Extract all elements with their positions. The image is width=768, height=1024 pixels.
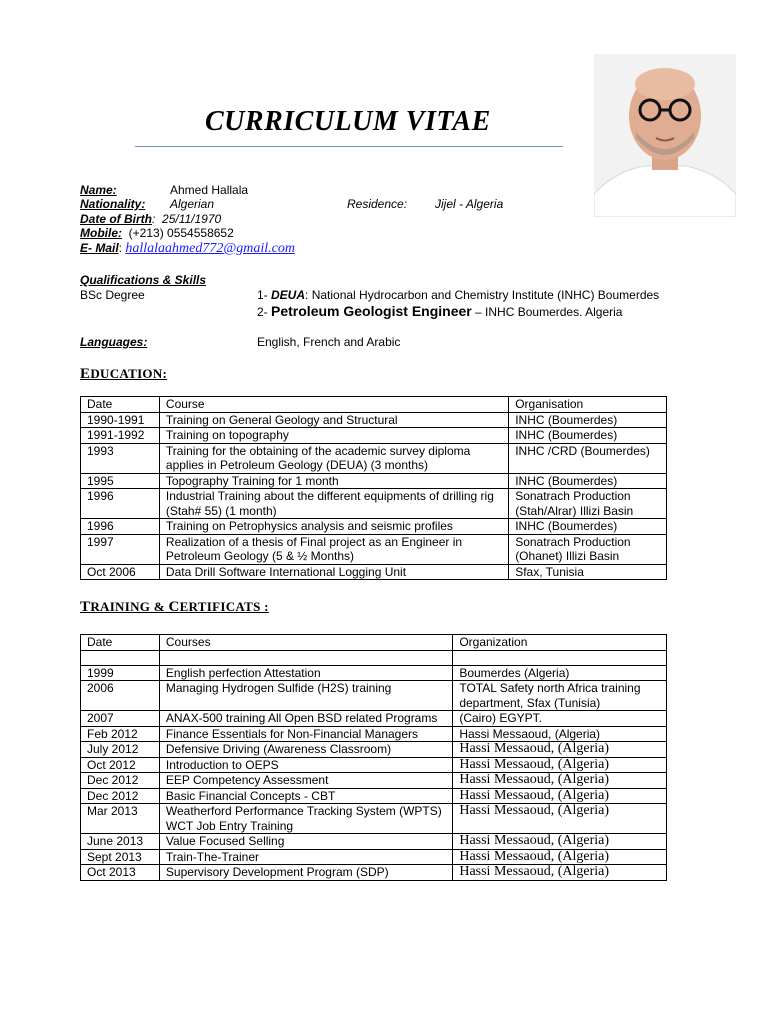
table-row — [81, 519, 667, 535]
table-row — [81, 534, 667, 564]
table-cell: 1993 — [81, 443, 160, 473]
training-heading: TRAINING & CERTIFICATS : — [80, 599, 269, 615]
table-header-cell: Organization — [453, 635, 667, 651]
mobile-row — [80, 226, 234, 240]
table-row — [81, 412, 667, 428]
table-row — [81, 564, 667, 580]
table-cell: 1990-1991 — [81, 412, 160, 428]
table-row — [81, 834, 667, 850]
table-cell: INHC (Boumerdes) — [509, 428, 667, 444]
table-cell: Dec 2012 — [81, 788, 160, 804]
table-cell: English perfection Attestation — [159, 665, 452, 681]
table-cell: INHC /CRD (Boumerdes) — [509, 443, 667, 473]
table-row — [81, 428, 667, 444]
nationality-label: Nationality: — [80, 197, 146, 211]
table-cell — [453, 650, 667, 665]
table-row — [81, 849, 667, 865]
table-cell: ANAX-500 training All Open BSD related Programs — [159, 711, 452, 727]
table-cell: Basic Financial Concepts - CBT — [159, 788, 452, 804]
table-row — [81, 489, 667, 519]
table-cell: 1999 — [81, 665, 160, 681]
table-cell — [81, 650, 160, 665]
table-cell: Training on Petrophysics analysis and seismic profiles — [159, 519, 508, 535]
table-cell: Topography Training for 1 month — [159, 473, 508, 489]
table-cell: (Cairo) EGYPT. — [453, 711, 667, 727]
education-table — [80, 396, 667, 580]
name-row — [80, 183, 117, 197]
table-header-cell: Date — [81, 397, 160, 413]
profile-photo — [594, 54, 736, 217]
table-cell: Training on General Geology and Structural — [159, 412, 508, 428]
languages-label-wrap — [80, 335, 147, 349]
table-cell: Industrial Training about the different equipments of drilling rig (Stah# 55) (1 month) — [159, 489, 508, 519]
qualification-item-2: 2- Petroleum Geologist Engineer – INHC Boumerdes. Algeria — [257, 303, 623, 319]
table-row — [81, 726, 667, 742]
table-header-row — [81, 635, 667, 651]
table-cell: TOTAL Safety north Africa training department, Sfax (Tunisia) — [453, 681, 667, 711]
table-cell — [159, 650, 452, 665]
residence-value: Jijel - Algeria — [435, 197, 504, 211]
table-row — [81, 650, 667, 665]
table-row — [81, 473, 667, 489]
mobile-value: (+213) 0554558652 — [128, 226, 234, 240]
table-cell: Sept 2013 — [81, 849, 160, 865]
table-row — [81, 804, 667, 834]
table-row — [81, 711, 667, 727]
table-cell: 1997 — [81, 534, 160, 564]
table-cell: Value Focused Selling — [159, 834, 452, 850]
table-cell: Hassi Messaoud, (Algeria) — [453, 726, 667, 742]
table-cell: INHC (Boumerdes) — [509, 519, 667, 535]
nationality-value: Algerian — [170, 197, 215, 211]
table-cell: Boumerdes (Algeria) — [453, 665, 667, 681]
table-cell: Managing Hydrogen Sulfide (H2S) training — [159, 681, 452, 711]
table-cell: Training on topography — [159, 428, 508, 444]
table-header-cell: Course — [159, 397, 508, 413]
table-cell: Introduction to OEPS — [159, 757, 452, 773]
email-link[interactable]: hallalaahmed772@gmail.com — [125, 241, 295, 256]
qualifications-heading: Qualifications & Skills — [80, 273, 207, 287]
table-cell: Oct 2013 — [81, 865, 160, 881]
email-label: E- Mail — [80, 241, 119, 255]
mobile-label: Mobile: — [80, 226, 122, 240]
email-row: E- Mail: hallalaahmed772@gmail.com — [80, 241, 295, 256]
table-row — [81, 443, 667, 473]
table-cell: 1991-1992 — [81, 428, 160, 444]
table-cell: July 2012 — [81, 742, 160, 758]
table-cell: Supervisory Development Program (SDP) — [159, 865, 452, 881]
table-row — [81, 665, 667, 681]
cv-title: CURRICULUM VITAE — [205, 106, 491, 137]
table-row — [81, 788, 667, 804]
table-row — [81, 773, 667, 789]
residence-label: Residence: — [347, 197, 408, 211]
training-table — [80, 634, 667, 881]
name-value: Ahmed Hallala — [170, 183, 249, 197]
table-cell: Oct 2012 — [81, 757, 160, 773]
table-cell: Sonatrach Production (Ohanet) Illizi Basin — [509, 534, 667, 564]
table-cell: Hassi Messaoud, (Algeria) — [453, 865, 667, 881]
dob-row: Date of Birth: 25/11/1970 — [80, 212, 222, 226]
table-cell: INHC (Boumerdes) — [509, 473, 667, 489]
table-header-cell: Organisation — [509, 397, 667, 413]
languages-label: Languages: — [80, 335, 148, 349]
table-row — [81, 681, 667, 711]
dob-label: Date of Birth — [80, 212, 152, 226]
table-cell: EEP Competency Assessment — [159, 773, 452, 789]
dob-value: 25/11/1970 — [162, 212, 222, 226]
table-cell: Sfax, Tunisia — [509, 564, 667, 580]
deua-title: DEUA — [271, 288, 306, 302]
qualification-item-1: 1- DEUA: National Hydrocarbon and Chemistry Institute (INHC) Boumerdes — [257, 288, 660, 302]
table-cell: Hassi Messaoud, (Algeria) — [453, 834, 667, 850]
profile-photo-illustration — [594, 54, 736, 217]
table-header-cell: Date — [81, 635, 160, 651]
table-cell: Dec 2012 — [81, 773, 160, 789]
table-cell: INHC (Boumerdes) — [509, 412, 667, 428]
nationality-row — [80, 197, 145, 211]
table-cell: 2007 — [81, 711, 160, 727]
title-rule — [135, 146, 563, 147]
table-cell: Oct 2006 — [81, 564, 160, 580]
table-cell: 1995 — [81, 473, 160, 489]
table-cell: Hassi Messaoud, (Algeria) — [453, 788, 667, 804]
table-cell: Hassi Messaoud, (Algeria) — [453, 757, 667, 773]
table-header-cell: Courses — [159, 635, 452, 651]
table-cell: 2006 — [81, 681, 160, 711]
education-heading: EDUCATION: — [80, 366, 168, 382]
name-label: Name: — [80, 183, 117, 197]
table-cell: Feb 2012 — [81, 726, 160, 742]
table-row — [81, 865, 667, 881]
table-row — [81, 742, 667, 758]
languages-value: English, French and Arabic — [257, 335, 401, 349]
table-cell: Realization of a thesis of Final project as an Engineer in Petroleum Geology (5 & ½ Months) — [159, 534, 508, 564]
table-cell: Hassi Messaoud, (Algeria) — [453, 849, 667, 865]
table-cell: Hassi Messaoud, (Algeria) — [453, 804, 667, 834]
table-cell: Hassi Messaoud, (Algeria) — [453, 742, 667, 758]
table-cell: Hassi Messaoud, (Algeria) — [453, 773, 667, 789]
table-header-row — [81, 397, 667, 413]
table-cell: Train-The-Trainer — [159, 849, 452, 865]
table-cell: June 2013 — [81, 834, 160, 850]
table-cell: Training for the obtaining of the academic survey diploma applies in Petroleum Geology (DEUA) (3 months) — [159, 443, 508, 473]
table-cell: Defensive Driving (Awareness Classroom) — [159, 742, 452, 758]
table-cell: 1996 — [81, 489, 160, 519]
table-cell: Mar 2013 — [81, 804, 160, 834]
table-cell: Data Drill Software International Logging Unit — [159, 564, 508, 580]
table-cell: 1996 — [81, 519, 160, 535]
table-cell: Sonatrach Production (Stah/Alrar) Illizi Basin — [509, 489, 667, 519]
table-cell: Weatherford Performance Tracking System (WPTS) WCT Job Entry Training — [159, 804, 452, 834]
engineer-title: Petroleum Geologist Engineer — [271, 303, 472, 319]
degree-label: BSc Degree — [80, 288, 145, 302]
table-row — [81, 757, 667, 773]
table-cell: Finance Essentials for Non-Financial Managers — [159, 726, 452, 742]
